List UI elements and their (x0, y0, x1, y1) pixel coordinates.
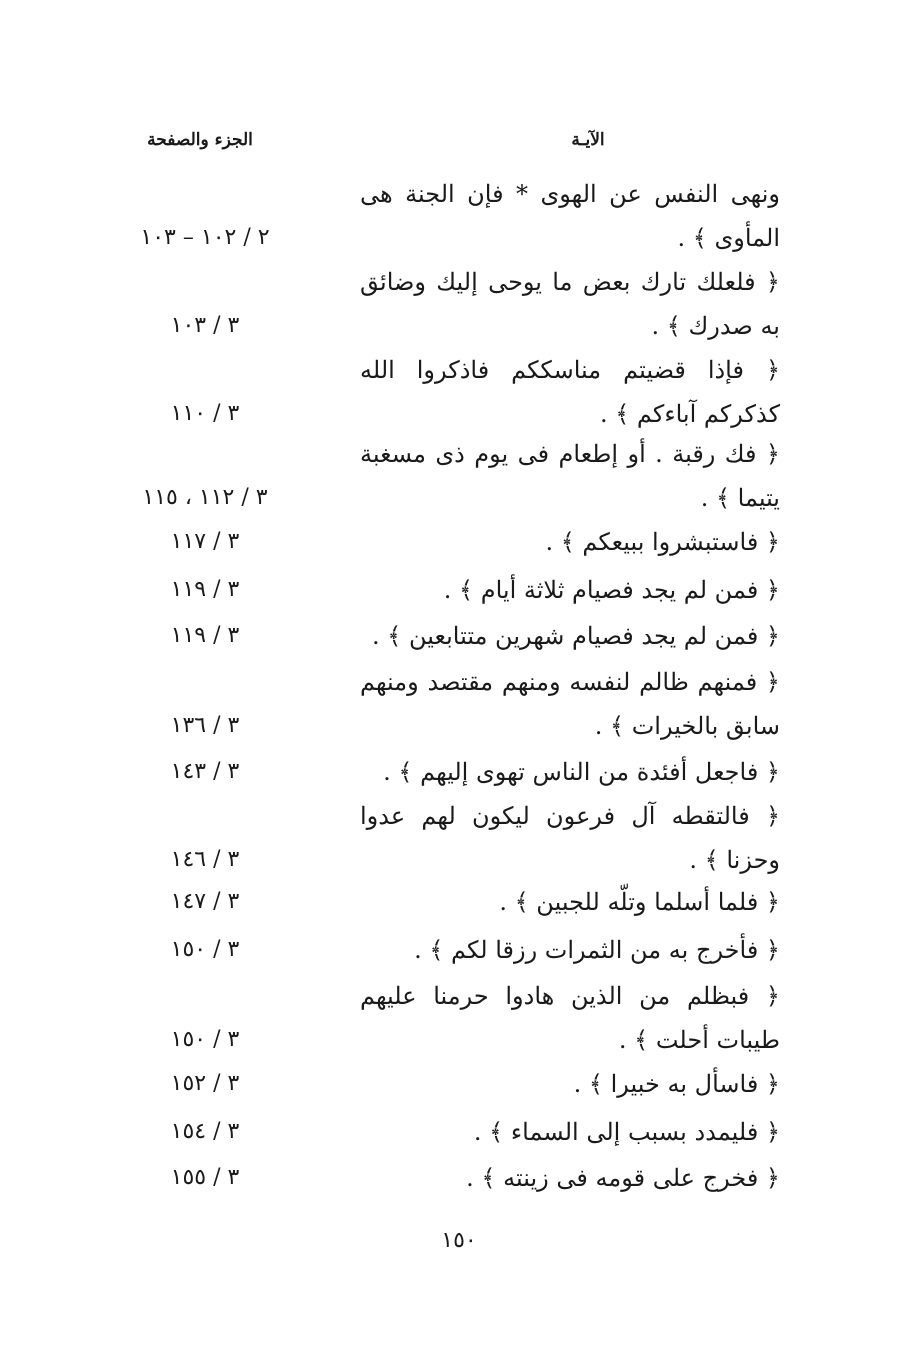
reference-text: ٣ / ١٥٥ (170, 1165, 240, 1190)
verse-text: ﴿ فاستبشروا ببيعكم ﴾ . (545, 528, 780, 556)
verse-text: ﴿ فبظلم من الذين هادوا حرمنا عليهم طيبات أحلت ﴾ . (360, 982, 780, 1054)
index-entry (100, 172, 780, 260)
reference-text: ٣ / ١١٢ ، ١١٥ (142, 485, 268, 510)
index-entry (100, 1156, 780, 1200)
verse-text: ﴿ فأخرج به من الثمرات رزقا لكم ﴾ . (414, 936, 780, 964)
reference-text: ٣ / ١٤٦ (170, 847, 240, 872)
verse-text: ﴿ فخرج على قومه فى زينته ﴾ . (466, 1164, 780, 1192)
reference-text: ٣ / ١٥٢ (170, 1071, 240, 1096)
index-entry (100, 928, 780, 972)
index-entry (100, 794, 780, 882)
verse-text: ﴿ فإذا قضيتم مناسككم فاذكروا الله كذكركم آباءكم ﴾ . (360, 356, 780, 428)
index-entry (100, 1062, 780, 1106)
verse-text: ﴿ فك رقبة . أو إطعام فى يوم ذى مسغبة يتيما ﴾ . (360, 440, 780, 512)
verse-text: ﴿ فلما أسلما وتلّه للجبين ﴾ . (499, 888, 780, 916)
verse-text: ونهى النفس عن الهوى * فإن الجنة هى المأوى ﴾ . (360, 180, 780, 252)
reference-text: ٢ / ١٠٢ – ١٠٣ (140, 225, 270, 250)
index-entry (100, 260, 780, 348)
index-entry (100, 750, 780, 794)
reference-text: ٣ / ١٥٠ (170, 1027, 240, 1052)
reference-text: ٣ / ١١٧ (170, 529, 240, 554)
index-entry (100, 432, 780, 520)
page-number: ١٥٠ (441, 1228, 477, 1253)
verse-text: ﴿ فلعلك تارك بعض ما يوحى إليك وضائق به صدرك ﴾ . (360, 268, 780, 340)
index-entry (100, 568, 780, 612)
reference-text: ٣ / ١٤٣ (170, 759, 240, 784)
reference-column-heading: الجزء والصفحة (147, 130, 253, 150)
verse-text: ﴿ فليمدد بسبب إلى السماء ﴾ . (473, 1118, 780, 1146)
reference-text: ٣ / ١٥٤ (170, 1119, 240, 1144)
verse-text: ﴿ فمنهم ظالم لنفسه ومنهم مقتصد ومنهم سابق بالخيرات ﴾ . (360, 668, 780, 740)
index-entry (100, 614, 780, 658)
verse-column-heading: الآيـة (571, 130, 605, 150)
reference-text: ٣ / ١١٩ (170, 577, 240, 602)
index-entry (100, 348, 780, 436)
index-entry (100, 974, 780, 1062)
reference-text: ٣ / ١١٩ (170, 623, 240, 648)
reference-text: ٣ / ١٣٦ (170, 713, 240, 738)
index-entry (100, 880, 780, 924)
verse-text: ﴿ فمن لم يجد فصيام شهرين متتابعين ﴾ . (372, 622, 780, 650)
index-entry (100, 660, 780, 748)
reference-text: ٣ / ١١٠ (170, 401, 240, 426)
verse-text: ﴿ فاسأل به خبيرا ﴾ . (573, 1070, 780, 1098)
reference-text: ٣ / ١٤٧ (170, 889, 240, 914)
index-entry (100, 520, 780, 564)
verse-text: ﴿ فمن لم يجد فصيام ثلاثة أيام ﴾ . (443, 576, 780, 604)
verse-text: ﴿ فالتقطه آل فرعون ليكون لهم عدوا وحزنا ﴾ . (360, 802, 780, 874)
index-entry (100, 1110, 780, 1154)
reference-text: ٣ / ١٠٣ (170, 313, 240, 338)
reference-text: ٣ / ١٥٠ (170, 937, 240, 962)
verse-text: ﴿ فاجعل أفئدة من الناس تهوى إليهم ﴾ . (383, 758, 780, 786)
